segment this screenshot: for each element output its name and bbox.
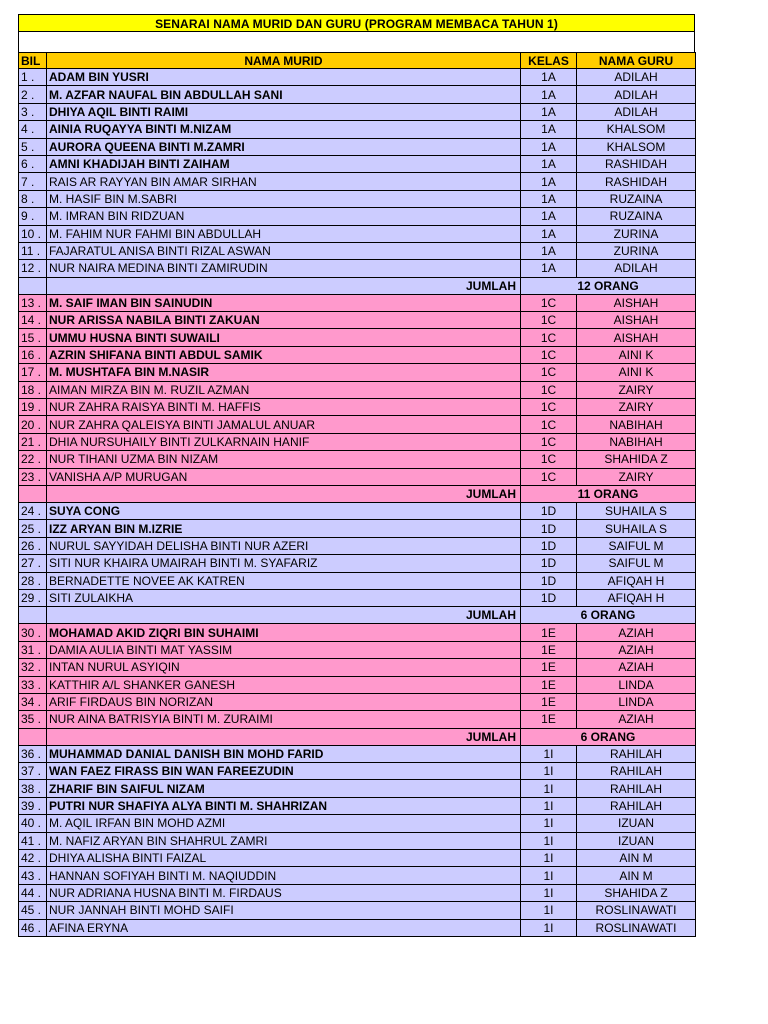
teacher-name: SAIFUL M [577, 537, 696, 554]
total-value: 6 ORANG [521, 728, 696, 745]
header-kelas: KELAS [521, 53, 577, 69]
row-number: 28 . [19, 572, 47, 589]
teacher-name: SUHAILA S [577, 520, 696, 537]
table-row [19, 537, 696, 554]
table-row [19, 173, 696, 190]
teacher-name: RAHILAH [577, 780, 696, 797]
total-value: 6 ORANG [521, 607, 696, 624]
student-name: AFINA ERYNA [47, 919, 521, 936]
class-name: 1C [521, 468, 577, 485]
class-name: 1I [521, 832, 577, 849]
class-name: 1C [521, 433, 577, 450]
sheet-title: SENARAI NAMA MURID DAN GURU (PROGRAM MEMBACA TAHUN 1) [18, 14, 695, 32]
class-name: 1A [521, 190, 577, 207]
table-row [19, 381, 696, 398]
teacher-name: SUHAILA S [577, 502, 696, 519]
header-nama-guru: NAMA GURU [577, 53, 696, 69]
teacher-name: ROSLINAWATI [577, 902, 696, 919]
row-number: 36 . [19, 745, 47, 762]
table-row [19, 69, 696, 86]
teacher-name: ADILAH [577, 260, 696, 277]
row-number: 44 . [19, 884, 47, 901]
teacher-name: ADILAH [577, 69, 696, 86]
student-name: NUR AINA BATRISYIA BINTI M. ZURAIMI [47, 711, 521, 728]
student-name: AMNI KHADIJAH BINTI ZAIHAM [47, 155, 521, 172]
teacher-name: ROSLINAWATI [577, 919, 696, 936]
teacher-name: ZAIRY [577, 468, 696, 485]
blank-row [18, 32, 695, 52]
teacher-name: RASHIDAH [577, 155, 696, 172]
total-row [19, 277, 696, 294]
teacher-name: LINDA [577, 676, 696, 693]
table-row [19, 346, 696, 363]
row-number: 34 . [19, 693, 47, 710]
teacher-name: AISHAH [577, 294, 696, 311]
table-row [19, 815, 696, 832]
class-name: 1A [521, 260, 577, 277]
student-name: M. MUSHTAFA BIN M.NASIR [47, 364, 521, 381]
table-row [19, 572, 696, 589]
row-number: 21 . [19, 433, 47, 450]
table-row [19, 190, 696, 207]
table-row [19, 433, 696, 450]
table-row [19, 138, 696, 155]
class-name: 1C [521, 294, 577, 311]
teacher-name: SHAHIDA Z [577, 884, 696, 901]
row-number: 24 . [19, 502, 47, 519]
class-name: 1A [521, 69, 577, 86]
class-name: 1D [521, 520, 577, 537]
class-name: 1A [521, 121, 577, 138]
teacher-name: ZAIRY [577, 381, 696, 398]
student-name: SUYA CONG [47, 502, 521, 519]
student-name: NUR TIHANI UZMA BIN NIZAM [47, 451, 521, 468]
row-number: 1 . [19, 69, 47, 86]
table-row [19, 225, 696, 242]
student-name: NUR ZAHRA RAISYA BINTI M. HAFFIS [47, 399, 521, 416]
row-number: 4 . [19, 121, 47, 138]
table-row [19, 884, 696, 901]
teacher-name: AISHAH [577, 312, 696, 329]
row-number: 22 . [19, 451, 47, 468]
row-number: 18 . [19, 381, 47, 398]
header-nama-murid: NAMA MURID [47, 53, 521, 69]
teacher-name: KHALSOM [577, 121, 696, 138]
student-name: M. SAIF IMAN BIN SAINUDIN [47, 294, 521, 311]
student-name: AINIA RUQAYYA BINTI M.NIZAM [47, 121, 521, 138]
row-number: 16 . [19, 346, 47, 363]
class-name: 1A [521, 208, 577, 225]
student-name: WAN FAEZ FIRASS BIN WAN FAREEZUDIN [47, 763, 521, 780]
row-number: 39 . [19, 797, 47, 814]
teacher-name: AZIAH [577, 641, 696, 658]
class-name: 1A [521, 242, 577, 259]
class-name: 1I [521, 763, 577, 780]
student-name: M. HASIF BIN M.SABRI [47, 190, 521, 207]
table-row [19, 416, 696, 433]
table-row [19, 260, 696, 277]
teacher-name: RUZAINA [577, 190, 696, 207]
table-row [19, 763, 696, 780]
teacher-name: AZIAH [577, 624, 696, 641]
table-body [19, 69, 696, 937]
total-value: 12 ORANG [521, 277, 696, 294]
student-name: NUR NAIRA MEDINA BINTI ZAMIRUDIN [47, 260, 521, 277]
student-name: M. AZFAR NAUFAL BIN ABDULLAH SANI [47, 86, 521, 103]
student-name: MUHAMMAD DANIAL DANISH BIN MOHD FARID [47, 745, 521, 762]
table-row [19, 589, 696, 606]
student-name: ARIF FIRDAUS BIN NORIZAN [47, 693, 521, 710]
row-number: 43 . [19, 867, 47, 884]
student-name: NUR JANNAH BINTI MOHD SAIFI [47, 902, 521, 919]
student-name: NUR ADRIANA HUSNA BINTI M. FIRDAUS [47, 884, 521, 901]
table-row [19, 312, 696, 329]
table-row [19, 242, 696, 259]
class-name: 1D [521, 555, 577, 572]
student-name: RAIS AR RAYYAN BIN AMAR SIRHAN [47, 173, 521, 190]
row-number: 45 . [19, 902, 47, 919]
row-number: 35 . [19, 711, 47, 728]
row-number: 13 . [19, 294, 47, 311]
row-number: 3 . [19, 103, 47, 120]
student-name: M. FAHIM NUR FAHMI BIN ABDULLAH [47, 225, 521, 242]
row-number: 6 . [19, 155, 47, 172]
student-name: DHIA NURSUHAILY BINTI ZULKARNAIN HANIF [47, 433, 521, 450]
table-row [19, 919, 696, 936]
teacher-name: AZIAH [577, 711, 696, 728]
student-name: SITI NUR KHAIRA UMAIRAH BINTI M. SYAFARIZ [47, 555, 521, 572]
class-name: 1D [521, 572, 577, 589]
class-name: 1I [521, 850, 577, 867]
row-number: 5 . [19, 138, 47, 155]
teacher-name: NABIHAH [577, 416, 696, 433]
teacher-name: ZURINA [577, 242, 696, 259]
total-spacer [19, 485, 47, 502]
teacher-name: RAHILAH [577, 797, 696, 814]
teacher-name: AFIQAH H [577, 589, 696, 606]
table-row [19, 103, 696, 120]
class-name: 1A [521, 173, 577, 190]
class-name: 1I [521, 745, 577, 762]
row-number: 2 . [19, 86, 47, 103]
table-row [19, 693, 696, 710]
row-number: 7 . [19, 173, 47, 190]
teacher-name: LINDA [577, 693, 696, 710]
student-table [18, 52, 696, 937]
spreadsheet [18, 14, 695, 937]
class-name: 1E [521, 641, 577, 658]
total-spacer [19, 728, 47, 745]
row-number: 17 . [19, 364, 47, 381]
class-name: 1A [521, 155, 577, 172]
class-name: 1C [521, 381, 577, 398]
student-name: DHIYA AQIL BINTI RAIMI [47, 103, 521, 120]
row-number: 38 . [19, 780, 47, 797]
class-name: 1E [521, 624, 577, 641]
class-name: 1C [521, 329, 577, 346]
class-name: 1C [521, 364, 577, 381]
row-number: 9 . [19, 208, 47, 225]
student-name: AZRIN SHIFANA BINTI ABDUL SAMIK [47, 346, 521, 363]
student-name: INTAN NURUL ASYIQIN [47, 659, 521, 676]
total-spacer [19, 607, 47, 624]
table-row [19, 797, 696, 814]
teacher-name: AISHAH [577, 329, 696, 346]
student-name: AURORA QUEENA BINTI M.ZAMRI [47, 138, 521, 155]
class-name: 1D [521, 589, 577, 606]
table-row [19, 451, 696, 468]
row-number: 10 . [19, 225, 47, 242]
student-name: KATTHIR A/L SHANKER GANESH [47, 676, 521, 693]
teacher-name: NABIHAH [577, 433, 696, 450]
table-row [19, 867, 696, 884]
total-spacer [19, 277, 47, 294]
class-name: 1D [521, 502, 577, 519]
teacher-name: AIN M [577, 850, 696, 867]
table-row [19, 364, 696, 381]
teacher-name: RUZAINA [577, 208, 696, 225]
table-row [19, 399, 696, 416]
table-row [19, 659, 696, 676]
student-name: VANISHA A/P MURUGAN [47, 468, 521, 485]
class-name: 1A [521, 86, 577, 103]
student-name: MOHAMAD AKID ZIQRI BIN SUHAIMI [47, 624, 521, 641]
table-row [19, 86, 696, 103]
row-number: 23 . [19, 468, 47, 485]
row-number: 8 . [19, 190, 47, 207]
student-name: DAMIA AULIA BINTI MAT YASSIM [47, 641, 521, 658]
table-row [19, 555, 696, 572]
class-name: 1I [521, 919, 577, 936]
teacher-name: AIN M [577, 867, 696, 884]
class-name: 1A [521, 138, 577, 155]
teacher-name: AINI K [577, 346, 696, 363]
student-name: AIMAN MIRZA BIN M. RUZIL AZMAN [47, 381, 521, 398]
teacher-name: RAHILAH [577, 763, 696, 780]
table-row [19, 294, 696, 311]
total-label: JUMLAH [47, 277, 521, 294]
class-name: 1E [521, 711, 577, 728]
student-name: M. NAFIZ ARYAN BIN SHAHRUL ZAMRI [47, 832, 521, 849]
teacher-name: AFIQAH H [577, 572, 696, 589]
row-number: 37 . [19, 763, 47, 780]
row-number: 42 . [19, 850, 47, 867]
total-label: JUMLAH [47, 728, 521, 745]
table-row [19, 745, 696, 762]
class-name: 1E [521, 676, 577, 693]
student-name: NUR ARISSA NABILA BINTI ZAKUAN [47, 312, 521, 329]
total-value: 11 ORANG [521, 485, 696, 502]
class-name: 1E [521, 659, 577, 676]
class-name: 1A [521, 103, 577, 120]
class-name: 1D [521, 537, 577, 554]
total-row [19, 728, 696, 745]
student-name: M. IMRAN BIN RIDZUAN [47, 208, 521, 225]
class-name: 1I [521, 797, 577, 814]
row-number: 14 . [19, 312, 47, 329]
teacher-name: ZURINA [577, 225, 696, 242]
total-label: JUMLAH [47, 607, 521, 624]
row-number: 27 . [19, 555, 47, 572]
student-name: SITI ZULAIKHA [47, 589, 521, 606]
class-name: 1I [521, 815, 577, 832]
teacher-name: SHAHIDA Z [577, 451, 696, 468]
class-name: 1C [521, 451, 577, 468]
total-label: JUMLAH [47, 485, 521, 502]
student-name: PUTRI NUR SHAFIYA ALYA BINTI M. SHAHRIZAN [47, 797, 521, 814]
table-row [19, 624, 696, 641]
class-name: 1C [521, 312, 577, 329]
class-name: 1A [521, 225, 577, 242]
table-row [19, 155, 696, 172]
teacher-name: IZUAN [577, 832, 696, 849]
teacher-name: ADILAH [577, 103, 696, 120]
class-name: 1I [521, 884, 577, 901]
student-name: FAJARATUL ANISA BINTI RIZAL ASWAN [47, 242, 521, 259]
student-name: ZHARIF BIN SAIFUL NIZAM [47, 780, 521, 797]
teacher-name: RASHIDAH [577, 173, 696, 190]
teacher-name: AZIAH [577, 659, 696, 676]
teacher-name: ADILAH [577, 86, 696, 103]
row-number: 26 . [19, 537, 47, 554]
row-number: 11 . [19, 242, 47, 259]
class-name: 1I [521, 780, 577, 797]
class-name: 1E [521, 693, 577, 710]
student-name: UMMU HUSNA BINTI SUWAILI [47, 329, 521, 346]
student-name: HANNAN SOFIYAH BINTI M. NAQIUDDIN [47, 867, 521, 884]
table-row [19, 641, 696, 658]
row-number: 40 . [19, 815, 47, 832]
table-row [19, 329, 696, 346]
table-row [19, 208, 696, 225]
total-row [19, 485, 696, 502]
row-number: 12 . [19, 260, 47, 277]
student-name: ADAM BIN YUSRI [47, 69, 521, 86]
teacher-name: ZAIRY [577, 399, 696, 416]
table-row [19, 676, 696, 693]
teacher-name: KHALSOM [577, 138, 696, 155]
student-name: M. AQIL IRFAN BIN MOHD AZMI [47, 815, 521, 832]
row-number: 31 . [19, 641, 47, 658]
header-bil: BIL [19, 53, 47, 69]
student-name: IZZ ARYAN BIN M.IZRIE [47, 520, 521, 537]
class-name: 1C [521, 416, 577, 433]
class-name: 1I [521, 902, 577, 919]
table-row [19, 711, 696, 728]
teacher-name: AINI K [577, 364, 696, 381]
row-number: 29 . [19, 589, 47, 606]
row-number: 32 . [19, 659, 47, 676]
table-row [19, 902, 696, 919]
row-number: 19 . [19, 399, 47, 416]
table-row [19, 780, 696, 797]
teacher-name: SAIFUL M [577, 555, 696, 572]
row-number: 25 . [19, 520, 47, 537]
header-row [19, 53, 696, 69]
row-number: 20 . [19, 416, 47, 433]
class-name: 1C [521, 346, 577, 363]
row-number: 33 . [19, 676, 47, 693]
student-name: DHIYA ALISHA BINTI FAIZAL [47, 850, 521, 867]
student-name: NURUL SAYYIDAH DELISHA BINTI NUR AZERI [47, 537, 521, 554]
table-row [19, 468, 696, 485]
row-number: 46 . [19, 919, 47, 936]
row-number: 15 . [19, 329, 47, 346]
table-row [19, 850, 696, 867]
student-name: BERNADETTE NOVEE AK KATREN [47, 572, 521, 589]
class-name: 1I [521, 867, 577, 884]
table-row [19, 832, 696, 849]
student-name: NUR ZAHRA QALEISYA BINTI JAMALUL ANUAR [47, 416, 521, 433]
total-row [19, 607, 696, 624]
teacher-name: RAHILAH [577, 745, 696, 762]
teacher-name: IZUAN [577, 815, 696, 832]
table-row [19, 502, 696, 519]
row-number: 30 . [19, 624, 47, 641]
class-name: 1C [521, 399, 577, 416]
table-row [19, 520, 696, 537]
table-row [19, 121, 696, 138]
row-number: 41 . [19, 832, 47, 849]
